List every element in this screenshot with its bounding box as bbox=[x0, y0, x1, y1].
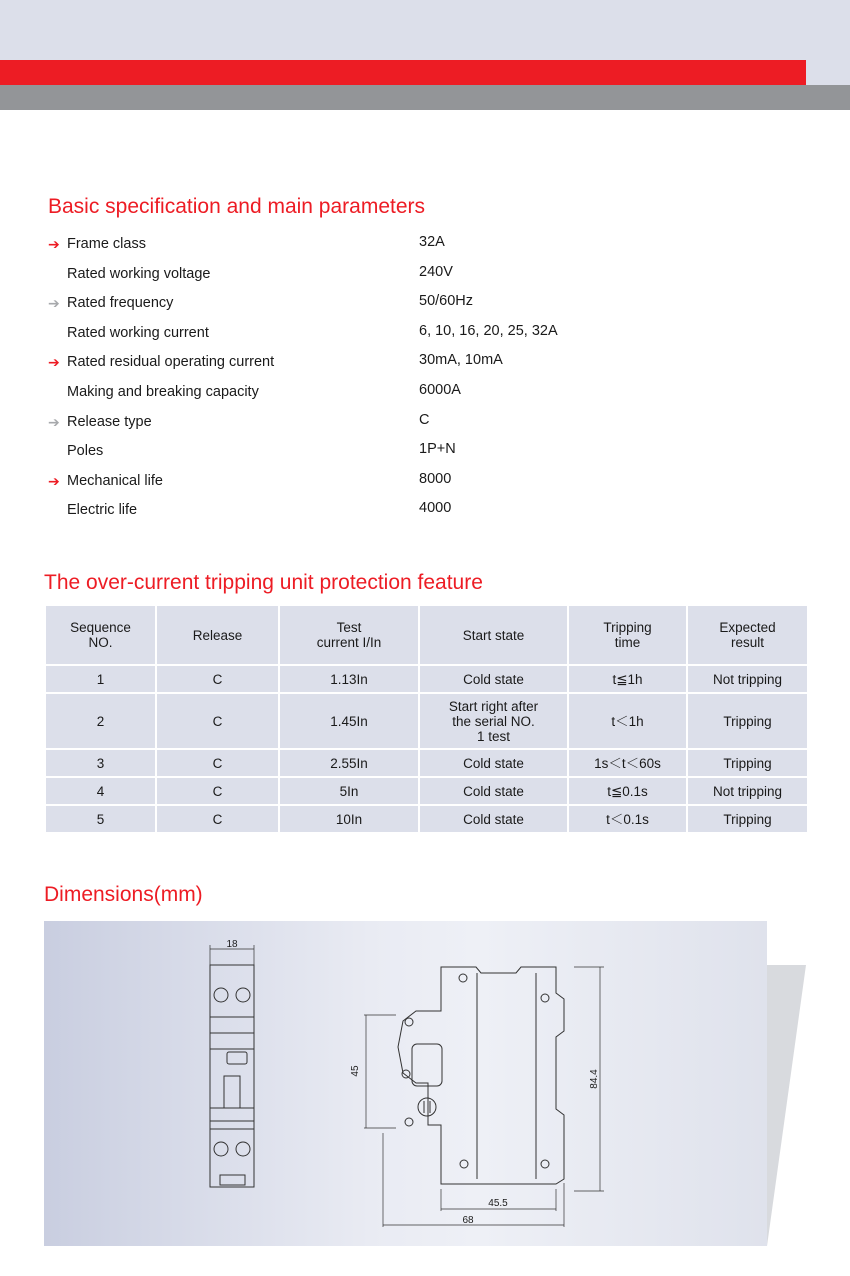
spec-row bbox=[48, 260, 748, 290]
arrow-icon: ➔ bbox=[48, 472, 60, 489]
table-cell: 1s＜t＜60s bbox=[568, 749, 687, 777]
table-cell: Tripping bbox=[687, 805, 808, 833]
spec-row bbox=[48, 437, 748, 467]
spec-label: Rated frequency bbox=[67, 295, 174, 312]
spec-value: 6, 10, 16, 20, 25, 32A bbox=[419, 322, 558, 339]
table-cell: 4 bbox=[45, 777, 156, 805]
dim-label-84: 84.4 bbox=[589, 1069, 600, 1089]
table-cell: 1.13In bbox=[279, 665, 419, 693]
table-cell: Tripping bbox=[687, 749, 808, 777]
dimension-drawing bbox=[44, 921, 767, 1246]
spec-value: 32A bbox=[419, 234, 445, 250]
header-gray-band bbox=[0, 85, 850, 110]
table-row bbox=[45, 693, 808, 749]
spec-row bbox=[48, 408, 748, 438]
dim-label-width: 18 bbox=[226, 939, 238, 950]
table-cell: Cold state bbox=[419, 665, 568, 693]
table-cell: t≦0.1s bbox=[568, 777, 687, 805]
spec-label: Poles bbox=[67, 443, 104, 460]
table-header-cell: Expected result bbox=[687, 605, 808, 665]
table-cell: 5In bbox=[279, 777, 419, 805]
table-cell: t＜0.1s bbox=[568, 805, 687, 833]
table-header-cell: Sequence NO. bbox=[45, 605, 156, 665]
spec-value: 6000A bbox=[419, 381, 461, 398]
trip-table bbox=[44, 604, 809, 834]
spec-row bbox=[48, 496, 748, 526]
side-view-drawing bbox=[364, 967, 604, 1227]
spec-row bbox=[48, 467, 748, 497]
table-cell: C bbox=[156, 749, 279, 777]
spec-label: Electric life bbox=[67, 502, 138, 519]
table-cell: C bbox=[156, 805, 279, 833]
arrow-icon: ➔ bbox=[48, 295, 60, 312]
dim-label-68: 68 bbox=[462, 1215, 474, 1226]
spec-label: Making and breaking capacity bbox=[67, 383, 259, 400]
table-cell: 2 bbox=[45, 693, 156, 749]
spec-label: Rated residual operating current bbox=[67, 354, 275, 371]
spec-row bbox=[48, 230, 748, 260]
table-header-row bbox=[45, 605, 808, 665]
spec-value: 1P+N bbox=[419, 441, 456, 458]
table-cell: Not tripping bbox=[687, 777, 808, 805]
table-cell: 5 bbox=[45, 805, 156, 833]
spec-value: 50/60Hz bbox=[419, 293, 474, 310]
table-header-cell: Release bbox=[156, 605, 279, 665]
dim-section-title: Dimensions(mm) bbox=[44, 883, 203, 906]
spec-value: 30mA, 10mA bbox=[419, 352, 503, 369]
spec-value: 240V bbox=[419, 263, 453, 280]
spec-label: Frame class bbox=[67, 236, 146, 252]
table-row bbox=[45, 777, 808, 805]
table-row bbox=[45, 665, 808, 693]
arrow-icon: ➔ bbox=[48, 354, 60, 371]
spec-value: C bbox=[419, 411, 430, 428]
spec-label: Mechanical life bbox=[67, 472, 163, 489]
table-cell: C bbox=[156, 777, 279, 805]
table-cell: Cold state bbox=[419, 805, 568, 833]
table-cell: 2.55In bbox=[279, 749, 419, 777]
spec-row bbox=[48, 319, 748, 349]
arrow-icon: ➔ bbox=[48, 236, 60, 252]
spec-row bbox=[48, 289, 748, 319]
spec-list bbox=[48, 230, 748, 526]
spec-row bbox=[48, 378, 748, 408]
dim-label-45: 45 bbox=[350, 1065, 361, 1077]
table-cell: 3 bbox=[45, 749, 156, 777]
dim-label-45-5: 45.5 bbox=[488, 1198, 508, 1209]
arrow-icon: ➔ bbox=[48, 413, 60, 430]
trip-section-title: The over-current tripping unit protection feature bbox=[44, 571, 483, 594]
spec-section-title: Basic specification and main parameters bbox=[48, 195, 426, 218]
table-cell: Tripping bbox=[687, 693, 808, 749]
table-cell: Cold state bbox=[419, 749, 568, 777]
spec-value: 4000 bbox=[419, 500, 452, 517]
table-header-cell: Start state bbox=[419, 605, 568, 665]
header-red-band bbox=[0, 60, 806, 85]
spec-label: Rated working voltage bbox=[67, 265, 211, 282]
table-row bbox=[45, 749, 808, 777]
table-cell: 1.45In bbox=[279, 693, 419, 749]
table-cell: C bbox=[156, 693, 279, 749]
table-cell: Cold state bbox=[419, 777, 568, 805]
table-body bbox=[45, 665, 808, 833]
front-view-drawing bbox=[210, 945, 254, 1187]
table-cell: t≦1h bbox=[568, 665, 687, 693]
spec-label: Rated working current bbox=[67, 324, 209, 341]
spec-value: 8000 bbox=[419, 470, 452, 487]
table-cell: Start right after the serial NO. 1 test bbox=[419, 693, 568, 749]
table-cell: C bbox=[156, 665, 279, 693]
table-cell: Not tripping bbox=[687, 665, 808, 693]
table-header-cell: Tripping time bbox=[568, 605, 687, 665]
table-cell: t＜1h bbox=[568, 693, 687, 749]
table-row bbox=[45, 805, 808, 833]
table-cell: 1 bbox=[45, 665, 156, 693]
spec-label: Release type bbox=[67, 413, 152, 430]
table-header-cell: Test current I/In bbox=[279, 605, 419, 665]
table-cell: 10In bbox=[279, 805, 419, 833]
spec-row bbox=[48, 348, 748, 378]
